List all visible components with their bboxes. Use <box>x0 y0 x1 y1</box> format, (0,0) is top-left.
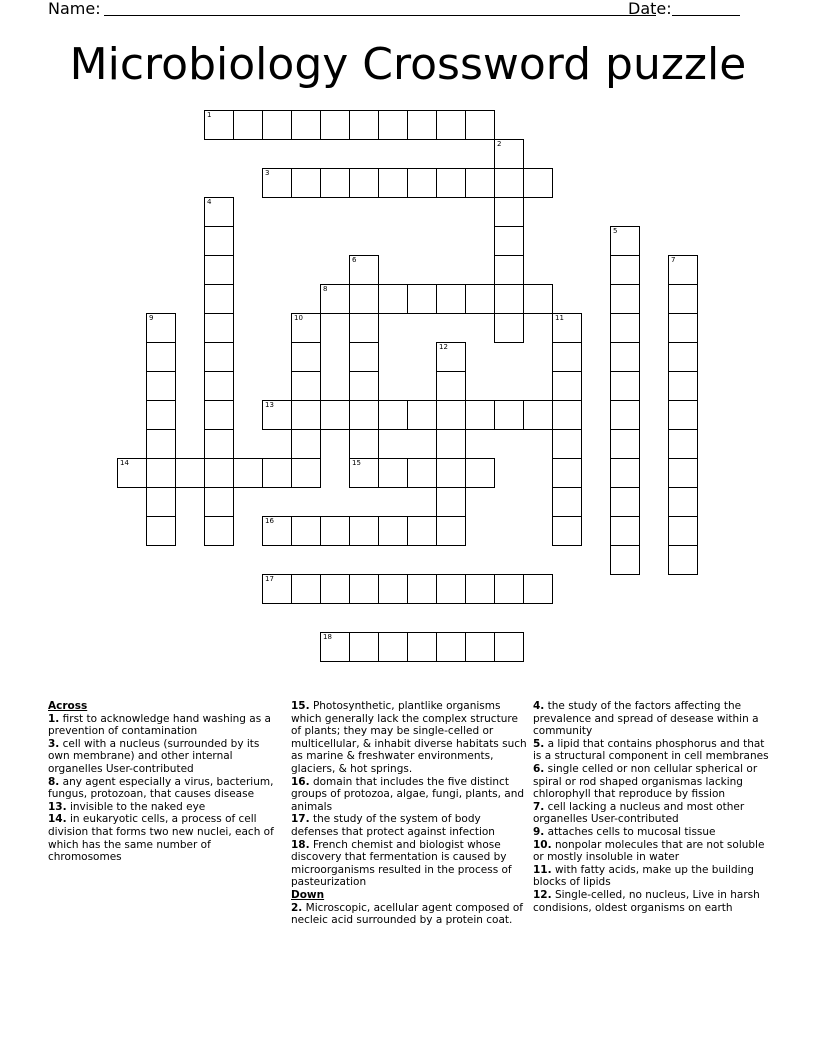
crossword-cell[interactable] <box>668 516 698 546</box>
clue-number-label: 15 <box>352 459 361 467</box>
down-clue <box>533 700 769 738</box>
clue-number: 4. <box>533 700 545 712</box>
crossword-cell[interactable] <box>146 400 176 430</box>
crossword-cell[interactable] <box>291 313 321 343</box>
crossword-cell[interactable] <box>407 168 437 198</box>
crossword-cell[interactable] <box>146 429 176 459</box>
crossword-cell[interactable] <box>610 371 640 401</box>
clue-text: a lipid that contains phosphorus and that is a structural component in cell membranes <box>533 737 769 763</box>
crossword-cell[interactable] <box>668 400 698 430</box>
down-clue <box>533 826 769 839</box>
clue-text: the study of the system of body defenses that protect against infection <box>291 813 495 838</box>
clue-number-label: 17 <box>265 575 274 583</box>
crossword-cell[interactable] <box>349 458 379 488</box>
clue-number-label: 12 <box>439 343 448 351</box>
clues-column-3 <box>533 700 769 914</box>
crossword-cell[interactable] <box>465 574 495 604</box>
crossword-cell[interactable] <box>320 284 350 314</box>
clue-number-label: 8 <box>323 285 328 293</box>
crossword-cell[interactable] <box>407 458 437 488</box>
crossword-cell[interactable] <box>610 400 640 430</box>
crossword-cell[interactable] <box>668 429 698 459</box>
crossword-cell[interactable] <box>204 371 234 401</box>
page-title: Microbiology Crossword puzzle <box>69 39 747 90</box>
clue-text: domain that includes the five distinct groups of protozoa, algae, fungi, plants, and animals <box>291 775 525 813</box>
clue-number: 11. <box>533 863 552 876</box>
crossword-cell[interactable] <box>436 371 466 401</box>
clue-text: any agent especially a virus, bacterium, fungus, protozoan, that causes disease <box>48 775 274 801</box>
crossword-cell[interactable] <box>146 516 176 546</box>
crossword-cell[interactable] <box>668 371 698 401</box>
crossword-cell[interactable] <box>552 313 582 343</box>
crossword-cell[interactable] <box>494 168 524 198</box>
down-clue <box>533 801 769 826</box>
clue-number-label: 3 <box>265 169 270 177</box>
crossword-cell[interactable] <box>378 574 408 604</box>
across-clue <box>291 700 527 776</box>
crossword-cell[interactable] <box>146 342 176 372</box>
crossword-cell[interactable] <box>610 429 640 459</box>
crossword-cell[interactable] <box>436 400 466 430</box>
clue-number-label: 5 <box>613 227 618 235</box>
crossword-cell[interactable] <box>523 168 553 198</box>
crossword-cell[interactable] <box>204 458 234 488</box>
crossword-cell[interactable] <box>146 487 176 517</box>
crossword-cell[interactable] <box>668 487 698 517</box>
crossword-cell[interactable] <box>668 255 698 285</box>
across-heading: Across <box>48 700 88 712</box>
crossword-cell[interactable] <box>523 574 553 604</box>
crossword-cell[interactable] <box>349 342 379 372</box>
crossword-cell[interactable] <box>320 110 350 140</box>
clue-number: 14. <box>48 813 67 826</box>
crossword-cell[interactable] <box>349 574 379 604</box>
crossword-cell[interactable] <box>291 110 321 140</box>
crossword-cell[interactable] <box>204 400 234 430</box>
crossword-cell[interactable] <box>407 400 437 430</box>
crossword-cell[interactable] <box>291 516 321 546</box>
clue-number-label: 4 <box>207 198 212 206</box>
across-clue <box>291 813 527 838</box>
crossword-cell[interactable] <box>320 168 350 198</box>
clue-number-label: 18 <box>323 633 332 641</box>
crossword-cell[interactable] <box>146 458 176 488</box>
clue-number: 8. <box>48 775 60 788</box>
crossword-cell[interactable] <box>146 371 176 401</box>
clues-column-1 <box>48 700 284 864</box>
crossword-cell[interactable] <box>349 255 379 285</box>
crossword-cell[interactable] <box>349 110 379 140</box>
crossword-cell[interactable] <box>204 110 234 140</box>
clue-number-label: 10 <box>294 314 303 322</box>
name-label: Name: <box>48 0 101 18</box>
crossword-cell[interactable] <box>146 313 176 343</box>
crossword-cell[interactable] <box>349 284 379 314</box>
crossword-cell[interactable] <box>320 516 350 546</box>
crossword-cell[interactable] <box>668 545 698 575</box>
crossword-cell[interactable] <box>668 458 698 488</box>
crossword-cell[interactable] <box>610 545 640 575</box>
crossword-cell[interactable] <box>262 516 292 546</box>
down-heading: Down <box>291 888 325 901</box>
across-clue <box>291 839 527 889</box>
crossword-cell[interactable] <box>465 284 495 314</box>
clue-number: 5. <box>533 737 545 750</box>
crossword-cell[interactable] <box>291 371 321 401</box>
clue-number-label: 11 <box>555 314 564 322</box>
crossword-cell[interactable] <box>407 516 437 546</box>
crossword-cell[interactable] <box>668 313 698 343</box>
down-clue <box>533 738 769 763</box>
crossword-cell[interactable] <box>494 197 524 227</box>
down-clue <box>533 889 769 914</box>
crossword-cell[interactable] <box>204 197 234 227</box>
crossword-cell[interactable] <box>349 371 379 401</box>
down-clue <box>533 763 769 801</box>
crossword-cell[interactable] <box>262 458 292 488</box>
clue-text: invisible to the naked eye <box>66 800 206 813</box>
crossword-cell[interactable] <box>610 313 640 343</box>
clue-text: Photosynthetic, plantlike organisms which generally lack the complex structure of plants; they may be single-celled or multicellular, & inhabit diverse habitats such as marine & freshwater environments, glaciers, & hot springs. <box>291 700 527 775</box>
across-clue <box>48 813 284 863</box>
clue-text: first to acknowledge hand washing as a prevention of contamination <box>48 712 271 738</box>
down-clue <box>291 902 527 927</box>
crossword-cell[interactable] <box>262 168 292 198</box>
clue-number-label: 1 <box>207 111 212 119</box>
crossword-cell[interactable] <box>610 342 640 372</box>
across-clue <box>48 801 284 814</box>
crossword-cell[interactable] <box>378 284 408 314</box>
crossword-cell[interactable] <box>291 342 321 372</box>
crossword-cell[interactable] <box>465 632 495 662</box>
crossword-cell[interactable] <box>378 400 408 430</box>
clue-text: nonpolar molecules that are not soluble or mostly insoluble in water <box>533 838 765 864</box>
crossword-cell[interactable] <box>494 284 524 314</box>
crossword-cell[interactable] <box>320 574 350 604</box>
crossword-cell[interactable] <box>465 458 495 488</box>
crossword-cell[interactable] <box>262 400 292 430</box>
crossword-cell[interactable] <box>465 400 495 430</box>
crossword-cell[interactable] <box>233 458 263 488</box>
crossword-cell[interactable] <box>349 313 379 343</box>
clue-number: 15. <box>291 700 310 712</box>
across-clue <box>48 776 284 801</box>
crossword-cell[interactable] <box>204 429 234 459</box>
crossword-cell[interactable] <box>262 574 292 604</box>
clue-number-label: 6 <box>352 256 357 264</box>
clue-text: the study of the factors affecting the prevalence and spread of desease within a community <box>533 700 759 738</box>
crossword-cell[interactable] <box>436 516 466 546</box>
clue-number-label: 14 <box>120 459 129 467</box>
crossword-cell[interactable] <box>349 400 379 430</box>
crossword-cell[interactable] <box>494 400 524 430</box>
clue-text: cell lacking a nucleus and most other organelles User-contributed <box>533 800 745 826</box>
clue-text: French chemist and biologist whose discovery that fermentation is caused by microorganisms resulted in the process of pasteurization <box>291 838 512 889</box>
crossword-cell[interactable] <box>349 632 379 662</box>
clue-number: 2. <box>291 901 303 914</box>
crossword-cell[interactable] <box>320 632 350 662</box>
clue-number-label: 13 <box>265 401 274 409</box>
crossword-cell[interactable] <box>552 342 582 372</box>
crossword-cell[interactable] <box>291 168 321 198</box>
crossword-cell[interactable] <box>175 458 205 488</box>
clue-text: Microscopic, acellular agent composed of necleic acid surrounded by a protein coat. <box>291 901 523 927</box>
clue-number: 10. <box>533 838 552 851</box>
clue-text: Single-celled, no nucleus, Live in harsh condisions, oldest organisms on earth <box>533 888 760 914</box>
crossword-cell[interactable] <box>552 429 582 459</box>
down-clue <box>533 864 769 889</box>
crossword-cell[interactable] <box>610 458 640 488</box>
crossword-cell[interactable] <box>204 487 234 517</box>
crossword-cell[interactable] <box>349 516 379 546</box>
crossword-cell[interactable] <box>668 284 698 314</box>
crossword-cell[interactable] <box>494 139 524 169</box>
crossword-cell[interactable] <box>552 487 582 517</box>
crossword-cell[interactable] <box>291 429 321 459</box>
clue-number: 3. <box>48 737 60 750</box>
clue-number-label: 2 <box>497 140 502 148</box>
crossword-cell[interactable] <box>378 168 408 198</box>
crossword-cell[interactable] <box>407 632 437 662</box>
clue-text: with fatty acids, make up the building blocks of lipids <box>533 863 754 889</box>
crossword-cell[interactable] <box>204 226 234 256</box>
clue-number: 13. <box>48 800 67 813</box>
crossword-cell[interactable] <box>610 226 640 256</box>
crossword-cell[interactable] <box>494 632 524 662</box>
crossword-cell[interactable] <box>407 574 437 604</box>
crossword-cell[interactable] <box>407 110 437 140</box>
crossword-cell[interactable] <box>291 400 321 430</box>
clue-number: 18. <box>291 838 310 851</box>
crossword-cell[interactable] <box>378 516 408 546</box>
crossword-cell[interactable] <box>204 342 234 372</box>
clue-number: 12. <box>533 888 552 901</box>
crossword-cell[interactable] <box>436 168 466 198</box>
clue-number: 16. <box>291 775 310 788</box>
crossword-cell[interactable] <box>378 110 408 140</box>
clue-number: 9. <box>533 825 545 838</box>
crossword-cell[interactable] <box>668 342 698 372</box>
crossword-cell[interactable] <box>204 313 234 343</box>
crossword-cell[interactable] <box>436 632 466 662</box>
crossword-cell[interactable] <box>349 429 379 459</box>
crossword-cell[interactable] <box>552 400 582 430</box>
crossword-cell[interactable] <box>204 284 234 314</box>
crossword-cell[interactable] <box>494 574 524 604</box>
clue-text: cell with a nucleus (surrounded by its own membrane) and other internal organelles User-contributed <box>48 737 260 775</box>
crossword-cell[interactable] <box>523 284 553 314</box>
crossword-cell[interactable] <box>436 458 466 488</box>
crossword-cell[interactable] <box>349 168 379 198</box>
down-clue <box>533 839 769 864</box>
crossword-cell[interactable] <box>320 400 350 430</box>
crossword-cell[interactable] <box>436 574 466 604</box>
clue-number: 6. <box>533 762 545 775</box>
crossword-cell[interactable] <box>494 226 524 256</box>
crossword-cell[interactable] <box>407 284 437 314</box>
crossword-cell[interactable] <box>204 255 234 285</box>
clue-text: attaches cells to mucosal tissue <box>544 825 716 838</box>
crossword-cell[interactable] <box>523 400 553 430</box>
crossword-cell[interactable] <box>291 458 321 488</box>
crossword-cell[interactable] <box>233 110 263 140</box>
crossword-cell[interactable] <box>436 429 466 459</box>
clue-number: 1. <box>48 712 60 725</box>
crossword-cell[interactable] <box>610 284 640 314</box>
crossword-cell[interactable] <box>117 458 147 488</box>
clue-number-label: 7 <box>671 256 676 264</box>
clue-number: 17. <box>291 813 310 826</box>
crossword-cell[interactable] <box>378 458 408 488</box>
crossword-cell[interactable] <box>552 371 582 401</box>
across-clue <box>48 738 284 776</box>
crossword-cell[interactable] <box>465 168 495 198</box>
crossword-cell[interactable] <box>465 110 495 140</box>
across-clue <box>48 713 284 738</box>
across-clue <box>291 776 527 814</box>
crossword-cell[interactable] <box>204 516 234 546</box>
crossword-cell[interactable] <box>610 487 640 517</box>
crossword-cell[interactable] <box>436 487 466 517</box>
crossword-cell[interactable] <box>291 574 321 604</box>
crossword-cell[interactable] <box>436 284 466 314</box>
crossword-cell[interactable] <box>378 632 408 662</box>
crossword-cell[interactable] <box>436 110 466 140</box>
clue-number: 7. <box>533 800 545 813</box>
crossword-cell[interactable] <box>552 516 582 546</box>
clue-text: single celled or non cellular spherical or spiral or rod shaped organismas lacking chlorophyll that reproduce by fission <box>533 762 758 801</box>
crossword-cell[interactable] <box>436 342 466 372</box>
crossword-cell[interactable] <box>552 458 582 488</box>
crossword-cell[interactable] <box>610 255 640 285</box>
crossword-cell[interactable] <box>494 313 524 343</box>
clue-number-label: 16 <box>265 517 274 525</box>
date-label: Date: <box>628 0 672 18</box>
clue-number-label: 9 <box>149 314 154 322</box>
clue-text: in eukaryotic cells, a process of cell division that forms two new nuclei, each of which has the same number of chromosomes <box>48 813 274 864</box>
crossword-cell[interactable] <box>262 110 292 140</box>
clues-column-2 <box>291 700 527 927</box>
crossword-cell[interactable] <box>610 516 640 546</box>
crossword-cell[interactable] <box>494 255 524 285</box>
